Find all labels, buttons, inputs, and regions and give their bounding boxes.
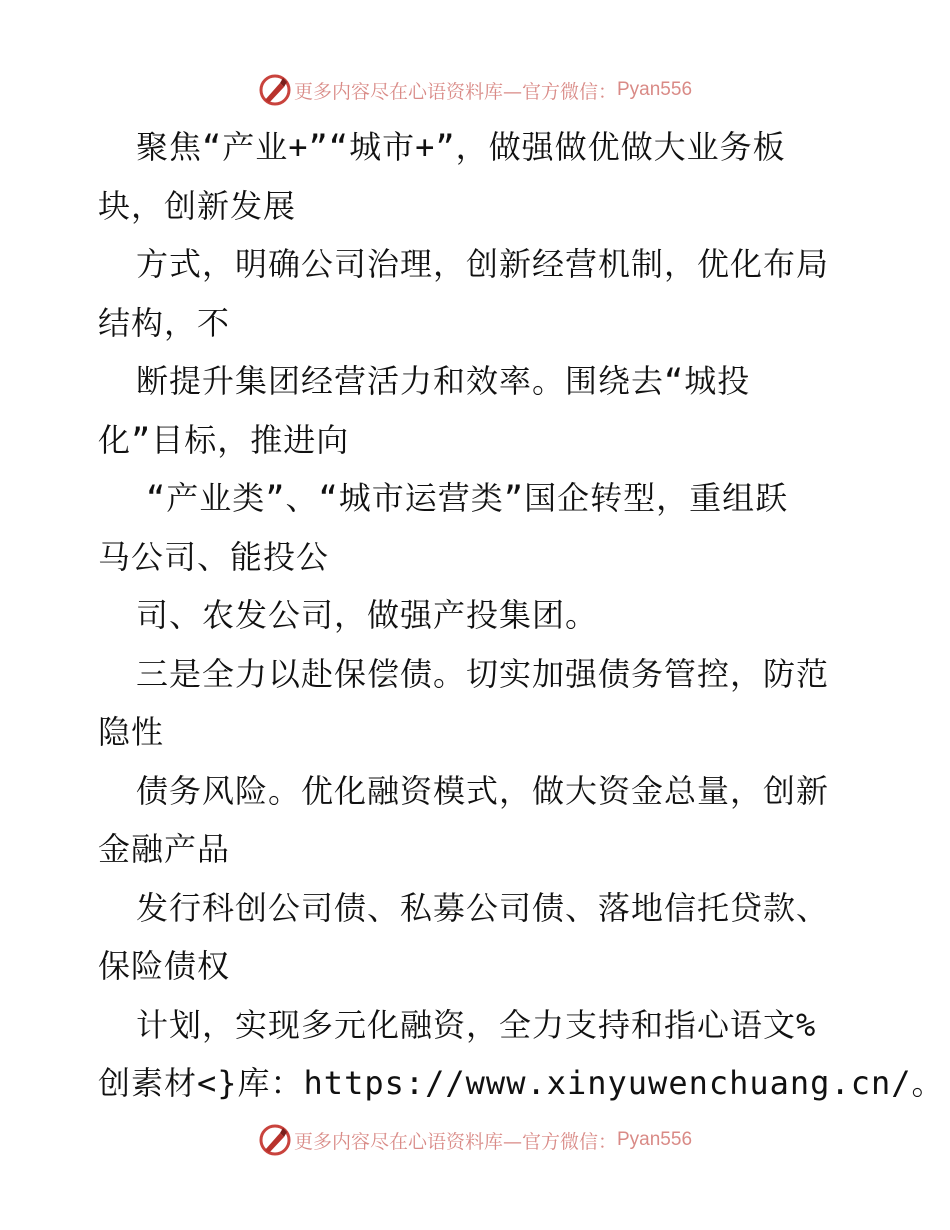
text-line: 聚焦“产业+”“城市+”，做强做优做大业务板 [136,128,786,166]
pen-logo-icon [258,1123,292,1157]
banner-text: 更多内容尽在心语资料库—官方微信： [293,80,617,103]
header-banner [0,70,950,110]
text-line: 隐性 [98,713,165,751]
text-line: 保险债权 [98,947,231,985]
text-line: 发行科创公司债、私募公司债、落地信托贷款、 [136,888,830,927]
text-line: 块，创新发展 [98,186,297,225]
text-line: 创素材<}库：https://www.xinyuwenchuang.cn/。 [98,1064,945,1102]
text-line: 金融产品 [98,830,231,868]
text-line: “产业类”、“城市运营类”国企转型，重组跃 [146,479,789,517]
text-line: 债务风险。优化融资模式，做大资金总量，创新 [136,771,830,810]
wechat-id: Pyan556 [617,79,693,100]
text-line: 结构，不 [98,303,231,342]
text-line: 断提升集团经营活力和效率。围绕去“城投 [136,362,751,400]
text-line: 马公司、能投公 [98,537,330,576]
text-line: 司、农发公司，做强产投集团。 [136,596,599,634]
wechat-id: Pyan556 [617,1129,693,1150]
document-body [98,118,945,1113]
banner-text: 更多内容尽在心语资料库—官方微信： [293,1130,617,1153]
text-line: 化”目标，推进向 [98,420,350,459]
text-line: 三是全力以赴保偿债。切实加强债务管控，防范 [136,654,830,693]
pen-logo-icon [258,73,292,107]
footer-banner [0,1120,950,1160]
text-line: 计划，实现多元化融资，全力支持和指心语文% [136,1005,817,1044]
text-line: 方式，明确公司治理，创新经营机制，优化布局 [136,245,830,283]
